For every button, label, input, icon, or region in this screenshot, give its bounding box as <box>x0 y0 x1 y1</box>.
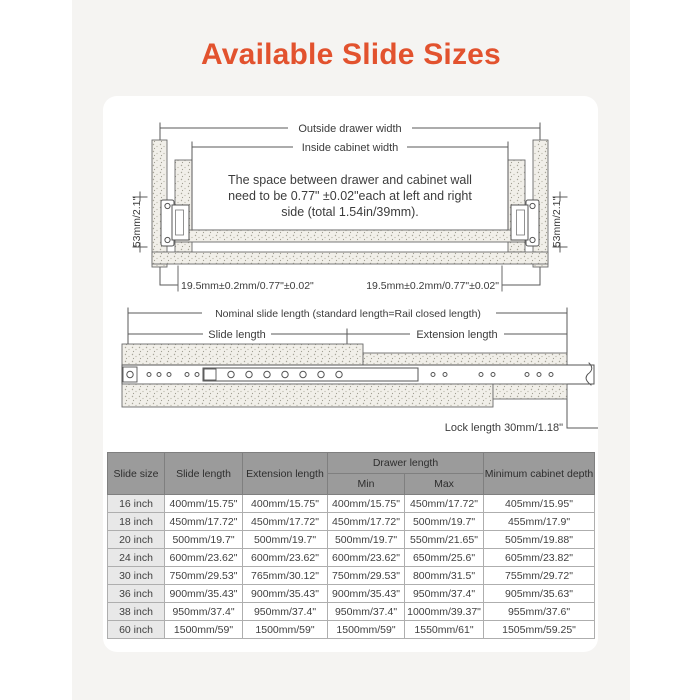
cabinet-bottom-panel <box>152 252 548 264</box>
info-card <box>103 96 598 652</box>
table-row <box>108 495 595 513</box>
cell-cabinet-depth: 505mm/19.88" <box>484 531 595 549</box>
cell-slide-length: 600mm/23.62" <box>165 549 243 567</box>
extension-length-label: Extension length <box>416 329 498 341</box>
cell-drawer-min: 950mm/37.4" <box>328 603 405 621</box>
content-panel <box>72 0 630 700</box>
slide-size-table <box>107 452 595 639</box>
cell-cabinet-depth: 455mm/17.9" <box>484 513 595 531</box>
table-row <box>108 603 595 621</box>
cell-cabinet-depth: 955mm/37.6" <box>484 603 595 621</box>
cell-slide-length: 750mm/29.53" <box>165 567 243 585</box>
cell-cabinet-depth: 905mm/35.63" <box>484 585 595 603</box>
table-row <box>108 513 595 531</box>
cell-drawer-max: 1550mm/61" <box>405 621 484 639</box>
right-slide-cross-section <box>511 200 539 246</box>
col-header-min-cabinet-depth: Minimum cabinet depth <box>484 453 595 495</box>
page-title: Available Slide Sizes <box>201 38 501 71</box>
cell-extension-length: 1500mm/59" <box>243 621 328 639</box>
cell-slide-size: 38 inch <box>108 603 165 621</box>
rail-middle-member <box>203 368 418 381</box>
cell-drawer-max: 550mm/21.65" <box>405 531 484 549</box>
spacing-note-line1: The space between drawer and cabinet wall <box>228 173 472 187</box>
closed-rail-bottom-member <box>122 384 493 407</box>
col-header-max: Max <box>405 474 484 495</box>
col-header-slide-length: Slide length <box>165 453 243 495</box>
cell-slide-length: 900mm/35.43" <box>165 585 243 603</box>
cell-drawer-max: 800mm/31.5" <box>405 567 484 585</box>
cell-slide-size: 60 inch <box>108 621 165 639</box>
cell-extension-length: 450mm/17.72" <box>243 513 328 531</box>
cell-drawer-min: 1500mm/59" <box>328 621 405 639</box>
cell-slide-size: 36 inch <box>108 585 165 603</box>
cell-slide-length: 450mm/17.72" <box>165 513 243 531</box>
cell-cabinet-depth: 1505mm/59.25" <box>484 621 595 639</box>
cell-drawer-max: 1000mm/39.37" <box>405 603 484 621</box>
cell-slide-size: 16 inch <box>108 495 165 513</box>
cell-drawer-min: 600mm/23.62" <box>328 549 405 567</box>
cell-slide-size: 30 inch <box>108 567 165 585</box>
left-slide-cross-section <box>161 200 189 246</box>
width-diagram <box>131 121 567 292</box>
table-row <box>108 567 595 585</box>
cell-slide-size: 18 inch <box>108 513 165 531</box>
right-gap-label: 19.5mm±0.2mm/0.77"±0.02" <box>366 280 499 292</box>
slide-length-label: Slide length <box>208 329 266 341</box>
cell-drawer-min: 400mm/15.75" <box>328 495 405 513</box>
cell-slide-length: 950mm/37.4" <box>165 603 243 621</box>
cell-drawer-min: 450mm/17.72" <box>328 513 405 531</box>
cell-drawer-min: 500mm/19.7" <box>328 531 405 549</box>
left-side-height-label: 53mm/2.1" <box>131 196 143 248</box>
cell-extension-length: 600mm/23.62" <box>243 549 328 567</box>
cell-cabinet-depth: 755mm/29.72" <box>484 567 595 585</box>
table-row <box>108 585 595 603</box>
col-header-drawer-length: Drawer length <box>328 453 484 474</box>
drawer-bottom-panel <box>175 230 525 242</box>
extension-top-member <box>363 353 567 365</box>
cell-cabinet-depth: 605mm/23.82" <box>484 549 595 567</box>
cell-extension-length: 500mm/19.7" <box>243 531 328 549</box>
outside-drawer-width-label: Outside drawer width <box>298 123 402 135</box>
cell-slide-size: 24 inch <box>108 549 165 567</box>
cell-drawer-max: 650mm/25.6" <box>405 549 484 567</box>
left-gap-label: 19.5mm±0.2mm/0.77"±0.02" <box>181 280 314 292</box>
cell-slide-size: 20 inch <box>108 531 165 549</box>
table-row <box>108 531 595 549</box>
nominal-length-label: Nominal slide length (standard length=Rail closed length) <box>215 308 481 320</box>
cell-drawer-max: 450mm/17.72" <box>405 495 484 513</box>
slide-diagrams <box>103 108 598 448</box>
cell-slide-length: 1500mm/59" <box>165 621 243 639</box>
right-side-height-label: 53mm/2.1" <box>551 196 563 248</box>
extension-bottom-member <box>493 384 567 399</box>
cell-extension-length: 765mm/30.12" <box>243 567 328 585</box>
col-header-slide-size: Slide size <box>108 453 165 495</box>
closed-rail-top-member <box>122 344 363 365</box>
col-header-min: Min <box>328 474 405 495</box>
cell-cabinet-depth: 405mm/15.95" <box>484 495 595 513</box>
cell-drawer-min: 750mm/29.53" <box>328 567 405 585</box>
cell-drawer-max: 950mm/37.4" <box>405 585 484 603</box>
cell-extension-length: 900mm/35.43" <box>243 585 328 603</box>
cell-extension-length: 400mm/15.75" <box>243 495 328 513</box>
cell-slide-length: 500mm/19.7" <box>165 531 243 549</box>
col-header-extension-length: Extension length <box>243 453 328 495</box>
spacing-note-line3: side (total 1.54in/39mm). <box>281 205 419 219</box>
table-row <box>108 549 595 567</box>
length-diagram <box>122 306 598 434</box>
table-row <box>108 621 595 639</box>
cell-slide-length: 400mm/15.75" <box>165 495 243 513</box>
spacing-note-line2: need to be 0.77" ±0.02"each at left and right <box>228 189 472 203</box>
lock-length-label: Lock length 30mm/1.18" <box>444 422 563 434</box>
inside-cabinet-width-label: Inside cabinet width <box>301 142 399 154</box>
cell-drawer-min: 900mm/35.43" <box>328 585 405 603</box>
cell-extension-length: 950mm/37.4" <box>243 603 328 621</box>
cell-drawer-max: 500mm/19.7" <box>405 513 484 531</box>
